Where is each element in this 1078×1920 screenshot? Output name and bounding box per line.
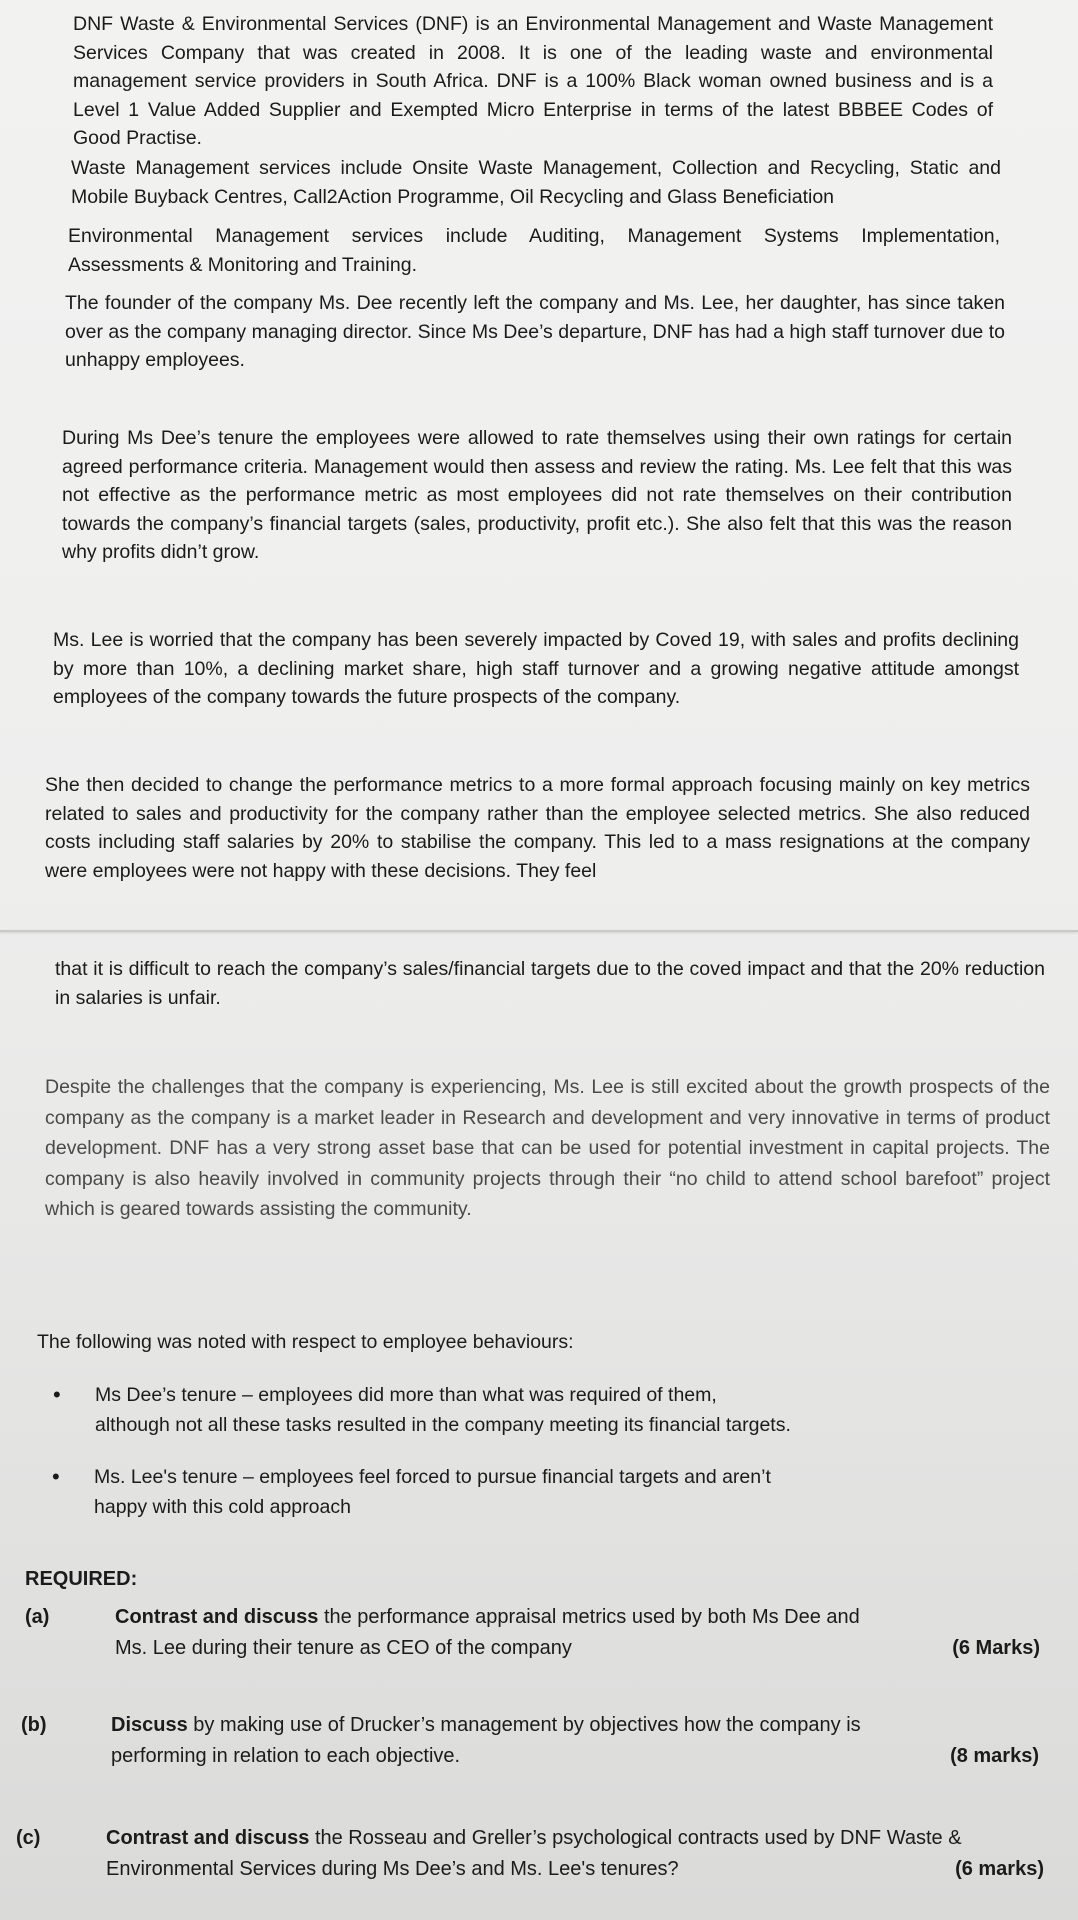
paragraph-employee-feelings: that it is difficult to reach the company’s sales/financial targets due to the coved impact and that the 20% reduction in salaries is unfair. — [55, 958, 1045, 1009]
bullet-icon: • — [53, 1382, 61, 1407]
paragraph-environmental-services: Environmental Management services include Auditing, Management Systems Implementation, Assessments & Monitoring and Training. — [68, 225, 1000, 276]
question-letter: (c) — [16, 1827, 41, 1849]
required-heading: REQUIRED: — [25, 1568, 138, 1590]
question-b: (b) Discuss by making use of Drucker’s management by objectives how the company is performing in relation to each objective. (8 marks) — [21, 1710, 1071, 1772]
paragraph-founder: The founder of the company Ms. Dee recently left the company and Ms. Lee, her daughter, has since taken over as the company managing director. Since Ms Dee’s departure, DNF has had a high staff turnover due to unhappy employees. — [65, 292, 1005, 371]
paragraph-behaviours-intro: The following was noted with respect to employee behaviours: — [37, 1331, 574, 1353]
paragraph-dee-tenure: During Ms Dee’s tenure the employees were allowed to rate themselves using their own ratings for certain agreed performance criteria. Management would then assess and review the rating. Ms. Lee felt that this was not effective as the performance metric as most employees did not rate themselves on their contribution towards the company’s financial targets (sales, productivity, profit etc.). She also felt that this was the reason why profits didn’t grow. — [62, 427, 1012, 563]
paragraph-covid-impact: Ms. Lee is worried that the company has been severely impacted by Coved 19, with sales and profits declining by more than 10%, a declining market share, high staff turnover and a growing negative attitude amongst employees of the company towards the future prospects of the company. — [53, 629, 1019, 708]
paragraph-company-intro: DNF Waste & Environmental Services (DNF) is an Environmental Management and Waste Management Services Company that was created in 2008. It is one of the leading waste and environmental management service providers in South Africa. DNF is a 100% Black woman owned business and is a Level 1 Value Added Supplier and Exempted Micro Enterprise in terms of the latest BBBEE Codes of Good Practise. — [73, 13, 993, 149]
paragraph-waste-services: Waste Management services include Onsite Waste Management, Collection and Recycling, Static and Mobile Buyback Centres, Call2Action Programme, Oil Recycling and Glass Beneficiation — [71, 157, 1001, 208]
paragraph-growth-prospects: Despite the challenges that the company is experiencing, Ms. Lee is still excited about the growth prospects of the company as the company is a market leader in Research and development and very innovative in terms of product development. DNF has a very strong asset base that can be used for potential investment in capital projects. The company is also heavily involved in community projects through their “no child to attend school barefoot” project which is geared towards assisting the community. — [45, 1076, 1050, 1220]
bullet-icon: • — [52, 1464, 60, 1489]
question-letter: (b) — [21, 1714, 47, 1736]
question-c: (c) Contrast and discuss the Rosseau and Greller’s psychological contracts used by DNF Waste & Environmental Services during Ms Dee’s and Ms. Lee's tenures? (6 marks) — [16, 1823, 1078, 1885]
paragraph-metric-change: She then decided to change the performance metrics to a more formal approach focusing mainly on key metrics related to sales and productivity for the company rather than the employee selected metrics. She also reduced costs including staff salaries by 20% to stabilise the company. This led to a mass resignations at the company were employees were not happy with these decisions. They feel — [45, 774, 1030, 882]
marks-label: (6 Marks) — [952, 1637, 1040, 1659]
marks-label: (6 marks) — [955, 1858, 1044, 1880]
bullet-item-lee: • Ms. Lee's tenure – employees feel forced to pursue financial targets and aren’t happy with this cold approach — [34, 1462, 794, 1522]
bullet-item-dee: • Ms Dee’s tenure – employees did more than what was required of them, although not all these tasks resulted in the company meeting its financial targets. — [35, 1380, 795, 1440]
question-letter: (a) — [25, 1606, 50, 1628]
question-a: (a) Contrast and discuss the performance appraisal metrics used by both Ms Dee and Ms. Lee during their tenure as CEO of the company (6 Marks) — [25, 1602, 1060, 1664]
marks-label: (8 marks) — [950, 1745, 1039, 1767]
page-fold-divider — [0, 930, 1078, 932]
